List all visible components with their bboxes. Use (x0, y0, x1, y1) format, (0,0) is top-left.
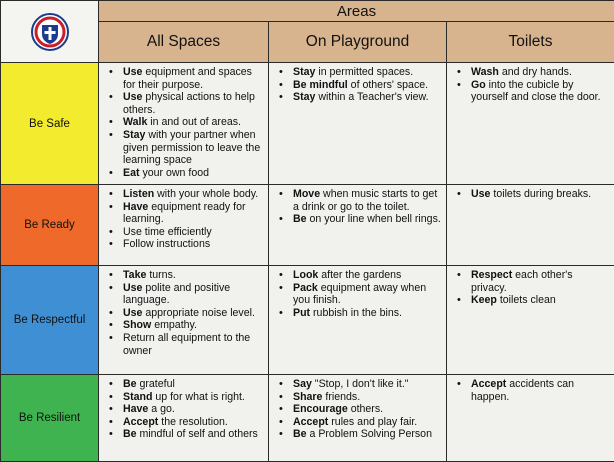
list-item (109, 378, 264, 391)
list-item-keyword: Be (123, 378, 137, 390)
list-item (279, 79, 442, 92)
list-item-text: appropriate noise level. (142, 307, 254, 319)
list-item-text: each other's privacy. (471, 269, 573, 294)
cell-ready-playground (269, 185, 447, 266)
areas-header: Areas (99, 1, 614, 22)
list-item-text: turns. (146, 269, 175, 281)
list-item (109, 319, 264, 332)
list-item-text: equipment and spaces for their purpose. (123, 66, 252, 91)
cell-resilient-all-spaces (99, 375, 269, 462)
list-item-keyword: Show (123, 319, 151, 331)
list-item-keyword: Be (293, 428, 307, 440)
row-label-be-ready: Be Ready (1, 185, 99, 266)
list-item (279, 213, 442, 226)
list-item-keyword: Go (471, 79, 486, 91)
list-item (109, 116, 264, 129)
list-item (279, 378, 442, 391)
list-item-keyword: Wash (471, 66, 499, 78)
list-item (279, 428, 442, 441)
list-item-text: a go. (148, 403, 175, 415)
list-item-text: within a Teacher's view. (315, 91, 428, 103)
list-item-keyword: Take (123, 269, 146, 281)
list-item (109, 403, 264, 416)
list-item (457, 269, 610, 294)
list-item-text: "Stop, I don't like it." (312, 378, 409, 390)
list-item (279, 403, 442, 416)
list-item (279, 188, 442, 213)
list-item (279, 66, 442, 79)
list-item (457, 79, 610, 104)
list-item (109, 428, 264, 441)
list-item (279, 391, 442, 404)
list-item-text: equipment ready for learning. (123, 201, 246, 226)
table-row (1, 266, 614, 375)
list-item-keyword: Listen (123, 188, 154, 200)
list-item-text: accidents can happen. (471, 378, 574, 403)
list-item (457, 294, 610, 307)
list-item-keyword: Accept (293, 416, 328, 428)
list-item-keyword: Encourage (293, 403, 348, 415)
list-item-keyword: Have (123, 201, 148, 213)
list-item-keyword: Respect (471, 269, 512, 281)
list-item-keyword: Be (123, 428, 137, 440)
list-item-keyword: Say (293, 378, 312, 390)
list-item (279, 307, 442, 320)
list-item (109, 416, 264, 429)
list-item (109, 167, 264, 180)
cell-ready-all-spaces (99, 185, 269, 266)
list-item-text: Follow instructions (123, 238, 210, 250)
row-label-be-respectful: Be Respectful (1, 266, 99, 375)
table-row (1, 185, 614, 266)
list-item-keyword: Use (123, 66, 142, 78)
list-item (457, 378, 610, 403)
table-row (1, 375, 614, 462)
list-item (279, 269, 442, 282)
list-item (109, 66, 264, 91)
list-item (109, 226, 264, 239)
list-item-text: others. (348, 403, 383, 415)
list-item-text: with your partner when given permission to leave the learning space (123, 129, 260, 166)
cell-safe-toilets (447, 63, 614, 185)
list-item (457, 188, 610, 201)
list-item-text: in permitted spaces. (315, 66, 413, 78)
list-item (457, 66, 610, 79)
school-crest-icon (30, 12, 70, 52)
list-item-keyword: Accept (471, 378, 506, 390)
list-item-text: toilets during breaks. (490, 188, 591, 200)
list-item-text: physical actions to help others. (123, 91, 255, 116)
list-item-text: the resolution. (158, 416, 228, 428)
column-header-on-playground: On Playground (269, 22, 447, 63)
list-item-keyword: Look (293, 269, 318, 281)
list-item-text: polite and positive language. (123, 282, 230, 307)
list-item-keyword: Share (293, 391, 322, 403)
list-item-text: and dry hands. (499, 66, 572, 78)
list-item-text: Use time efficiently (123, 226, 212, 238)
list-item-text: equipment away when you finish. (293, 282, 426, 307)
cell-safe-all-spaces (99, 63, 269, 185)
list-item-text: your own food (140, 167, 210, 179)
list-item-text: friends. (322, 391, 360, 403)
list-item (109, 282, 264, 307)
row-label-be-resilient: Be Resilient (1, 375, 99, 462)
table-row (1, 63, 614, 185)
list-item-text: rules and play fair. (328, 416, 417, 428)
cell-ready-toilets (447, 185, 614, 266)
list-item-text: into the cubicle by yourself and close the door. (471, 79, 601, 104)
list-item-keyword: Use (471, 188, 490, 200)
cell-respectful-all-spaces (99, 266, 269, 375)
list-item-text: with your whole body. (154, 188, 258, 200)
list-item-keyword: Stay (123, 129, 145, 141)
list-item-keyword: Be mindful (293, 79, 348, 91)
cell-respectful-toilets (447, 266, 614, 375)
list-item (109, 129, 264, 167)
list-item (109, 238, 264, 251)
list-item-keyword: Use (123, 282, 142, 294)
list-item-keyword: Use (123, 91, 142, 103)
list-item-keyword: Keep (471, 294, 497, 306)
row-label-be-safe: Be Safe (1, 63, 99, 185)
column-header-toilets: Toilets (447, 22, 614, 63)
list-item-text: empathy. (151, 319, 197, 331)
list-item-text: in and out of areas. (147, 116, 241, 128)
list-item-text: after the gardens (318, 269, 401, 281)
list-item-text: Return all equipment to the owner (123, 332, 250, 357)
list-item-keyword: Stand (123, 391, 152, 403)
list-item (279, 91, 442, 104)
list-item-keyword: Eat (123, 167, 140, 179)
list-item (109, 332, 264, 357)
list-item-keyword: Stay (293, 91, 315, 103)
list-item-text: rubbish in the bins. (310, 307, 402, 319)
list-item-text: up for what is right. (152, 391, 244, 403)
list-item-keyword: Be (293, 213, 307, 225)
list-item-keyword: Put (293, 307, 310, 319)
list-item-text: when music starts to get a drink or go to the toilet. (293, 188, 437, 213)
list-item-text: grateful (137, 378, 175, 390)
list-item-keyword: Accept (123, 416, 158, 428)
list-item-keyword: Stay (293, 66, 315, 78)
cell-respectful-playground (269, 266, 447, 375)
logo-cell (1, 1, 99, 63)
list-item (279, 282, 442, 307)
column-header-all-spaces: All Spaces (99, 22, 269, 63)
list-item (109, 391, 264, 404)
list-item (109, 91, 264, 116)
list-item-keyword: Pack (293, 282, 318, 294)
cell-resilient-toilets (447, 375, 614, 462)
list-item (109, 269, 264, 282)
list-item (109, 307, 264, 320)
cell-safe-playground (269, 63, 447, 185)
list-item-text: of others' space. (348, 79, 428, 91)
cell-resilient-playground (269, 375, 447, 462)
list-item-keyword: Use (123, 307, 142, 319)
list-item (279, 416, 442, 429)
list-item-text: mindful of self and others (137, 428, 258, 440)
list-item-keyword: Move (293, 188, 320, 200)
list-item-text: toilets clean (497, 294, 556, 306)
list-item (109, 201, 264, 226)
list-item-keyword: Have (123, 403, 148, 415)
list-item-text: a Problem Solving Person (307, 428, 432, 440)
list-item-keyword: Walk (123, 116, 147, 128)
list-item-text: on your line when bell rings. (307, 213, 441, 225)
list-item (109, 188, 264, 201)
